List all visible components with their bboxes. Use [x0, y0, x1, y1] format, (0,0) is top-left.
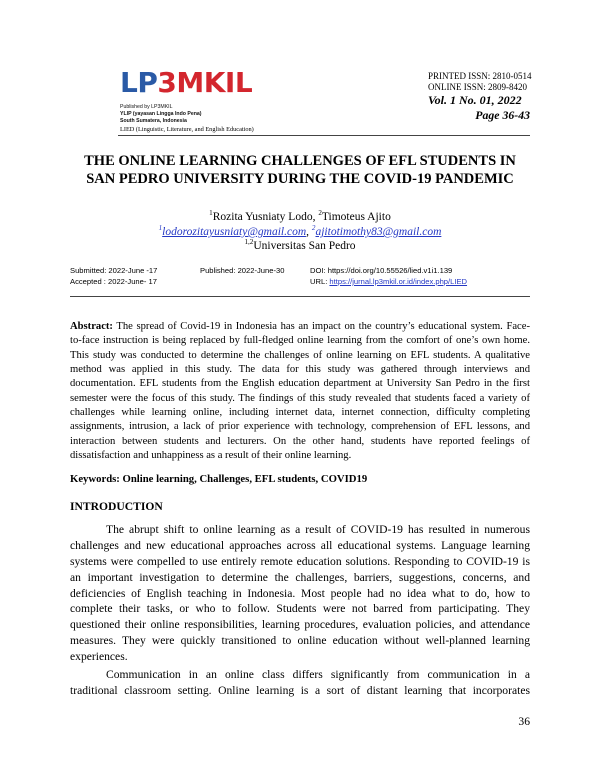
- page-range: Page 36-43: [475, 108, 530, 122]
- journal-logo: [120, 68, 252, 98]
- paragraph-line: questioned their online responsibilities, learning procedures, evaluation policies, and attendance: [70, 618, 530, 632]
- paper-title-line-2: SAN PEDRO UNIVERSITY DURING THE COVID-19 PANDEMIC: [86, 171, 514, 187]
- author-1-name: Rozita Yusniaty Lodo: [212, 211, 313, 223]
- abstract: [70, 320, 530, 463]
- introduction-paragraph-1: [70, 522, 530, 665]
- abstract-line: semester were the focus of this study. The findings of this study revealed that students faced a variety of: [70, 392, 530, 404]
- doi: DOI: https://doi.org/10.55526/lied.v1i1.139: [310, 266, 453, 275]
- email-1-address: lodorozitayusniaty@gmail.com: [162, 226, 307, 238]
- paper-title-line-1: THE ONLINE LEARNING CHALLENGES OF EFL STUDENTS IN: [84, 153, 516, 169]
- keywords-label: Keywords:: [70, 473, 120, 485]
- journal-name: LIED (Linguistic, Literature, and English Education): [120, 126, 254, 133]
- abstract-line: to-face instruction is being replaced by full-fledged online learning from the comfort of one’s own home.: [70, 335, 530, 347]
- header-divider: [118, 135, 530, 136]
- abstract-line: This study was conducted to determine the challenges of online learning on EFL students. A qualitative: [70, 349, 530, 361]
- paragraph-line: systems were compelled to use entirely remote education solutions. Responding to COVID-19 is: [70, 554, 530, 568]
- affiliation-marker: 1,2: [244, 238, 254, 247]
- publisher-foundation: YLIP (yayasan Lingga Indo Pena): [120, 111, 202, 117]
- issn-block: [428, 71, 532, 123]
- paragraph-line: measures. They were quickly transitioned to online education without well-planned learning: [70, 634, 530, 648]
- journal-url: [310, 277, 467, 287]
- paragraph-line: The abrupt shift to online learning as a result of COVID-19 has resulted in numerous: [106, 523, 530, 536]
- logo-text-3: 3: [157, 66, 177, 99]
- abstract-line: assignments, intrusion, a lack of prior experience with technology, comprehension of EFL lessons, and: [70, 421, 530, 433]
- author-2-email-link[interactable]: [312, 226, 441, 238]
- published-by: Published by LP3MKIL: [120, 104, 173, 110]
- publisher-info: [120, 104, 320, 134]
- author-1-marker: 1: [209, 209, 213, 218]
- paragraph-line: experiences.: [70, 650, 128, 664]
- abstract-label: Abstract:: [70, 321, 113, 332]
- paragraph-line: complete their tasks, or who to follow. Students were not barred from participating. They: [70, 602, 530, 616]
- abstract-line: method was applied in this study. The data for this study was gathered through interviews and: [70, 364, 530, 376]
- abstract-line: documentation. EFL students from the English education department at University San Pedro in the first: [70, 378, 530, 390]
- abstract-line: dissatisfaction and unhappiness as a result of their online learning.: [70, 450, 352, 462]
- accepted-date: Accepted : 2022-June- 17: [70, 277, 157, 286]
- abstract-line: [70, 320, 530, 334]
- affiliation-name: Universitas San Pedro: [253, 240, 356, 252]
- journal-url-link[interactable]: https://jurnal.lp3mkil.or.id/index.php/LIED: [329, 277, 468, 286]
- logo-text-lp: LP: [120, 66, 158, 99]
- author-2-marker: 2: [318, 209, 322, 218]
- volume-issue: Vol. 1 No. 01, 2022: [428, 93, 522, 107]
- keywords-list: Online learning, Challenges, EFL students, COVID19: [122, 473, 368, 485]
- online-issn: ONLINE ISSN: 2809-8420: [428, 82, 527, 92]
- email-1-marker: 1: [158, 224, 163, 233]
- introduction-heading: INTRODUCTION: [70, 500, 163, 513]
- paragraph-line: an important investigation to determine the challenges, barriers, suggestions, concerns, and: [70, 570, 530, 584]
- url-label: URL:: [310, 277, 330, 286]
- abstract-text: The spread of Covid-19 in Indonesia has an impact on the country’s educational system. Face-: [116, 321, 530, 332]
- logo-text-mkil: MKIL: [176, 66, 253, 99]
- email-separator: ,: [306, 226, 312, 238]
- keywords: [70, 472, 367, 486]
- paragraph-line: deficiencies of English teaching in Indonesia. Most people had no idea what to do, how to: [70, 586, 530, 600]
- author-separator: ,: [312, 211, 319, 223]
- published-date: Published: 2022-June-30: [200, 266, 285, 275]
- author-1-email-link[interactable]: [159, 226, 307, 238]
- author-2-name: Timoteus Ajito: [321, 211, 391, 223]
- publisher-location: South Sumatera, Indonesia: [120, 118, 187, 124]
- printed-issn: PRINTED ISSN: 2810-0514: [428, 71, 532, 81]
- email-2-marker: 2: [311, 224, 316, 233]
- metadata-divider: [70, 296, 530, 297]
- paragraph-line: traditional classroom setting. Online learning is a sort of distant learning that incorporates: [70, 683, 530, 697]
- page-number: 36: [518, 715, 530, 728]
- abstract-line: challenges while learning online, including internet data, internet connection, difficulty completing: [70, 407, 530, 419]
- author-affiliation: [0, 239, 600, 254]
- paragraph-line: Communication in an online class differs significantly from communication in a: [106, 668, 530, 681]
- paragraph-line: challenges and new educational approaches across all educational systems. Language learning: [70, 538, 530, 552]
- submitted-date: Submitted: 2022-June -17: [70, 266, 158, 275]
- email-2-address: ajitotimothy83@gmail.com: [315, 226, 442, 238]
- introduction-paragraph-2: [70, 667, 530, 699]
- author-names: [0, 210, 600, 225]
- abstract-line: interaction between students and lecturers. On the other hand, students have reported feelings of: [70, 435, 530, 447]
- author-emails: [0, 225, 600, 240]
